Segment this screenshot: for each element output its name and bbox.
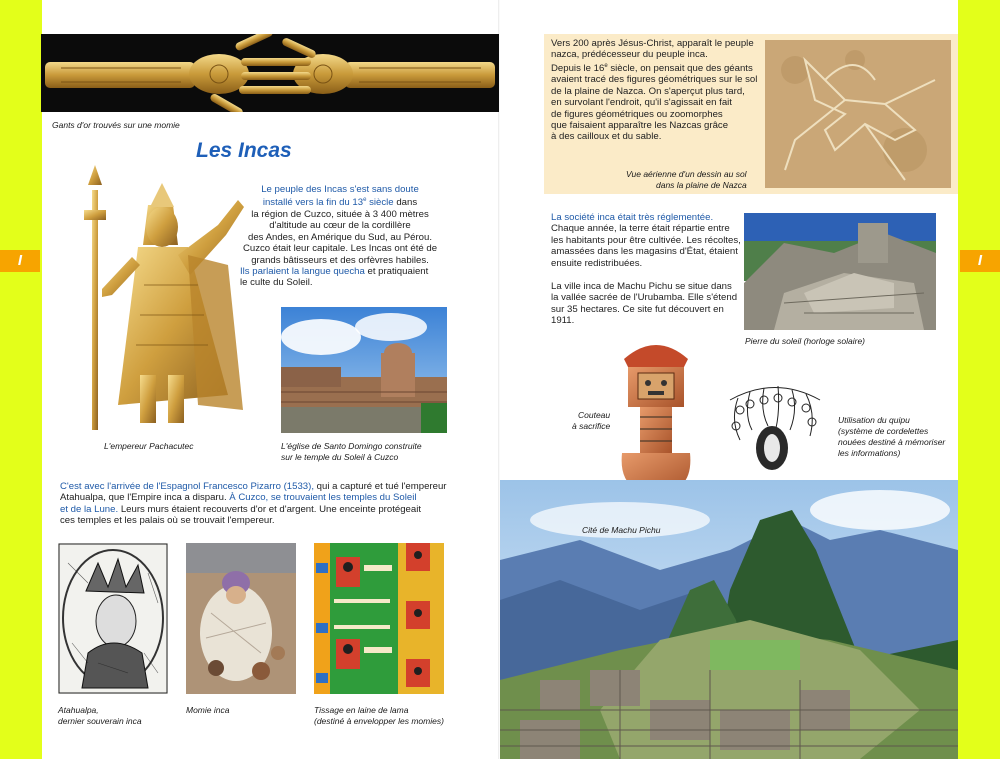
- society-line: ensuite redistribuées.: [551, 257, 643, 269]
- pizarro-paragraph: [60, 481, 490, 527]
- society-line: La ville inca de Machu Pichu se situe dans: [551, 281, 732, 293]
- intro-line: et pratiquaient: [364, 266, 429, 278]
- nazca-line: que faisaient apparaître les Nazcas grâce: [551, 120, 729, 132]
- pizarro-line: À Cuzco, se trouvaient les temples du Soleil: [229, 492, 417, 504]
- sun-stone-image: [744, 213, 936, 330]
- left-tab-marker: I: [0, 250, 40, 272]
- intro-line: Ils parlaient la langue quecha: [240, 266, 365, 278]
- nazca-line: à des cailloux et du sable.: [551, 131, 662, 143]
- nazca-line: avaient tracé des figures géométriques sur le sol: [551, 74, 758, 86]
- church-caption-2: sur le temple du Soleil à Cuzco: [281, 452, 399, 462]
- superscript: e: [604, 62, 608, 69]
- knife-caption-1: Couteau: [578, 410, 611, 420]
- society-line: la vallée sacrée de l'Urubamba. Elle s'étend: [551, 292, 738, 304]
- knife-caption-2: à sacrifice: [572, 421, 611, 431]
- machu-pichu-image: [500, 480, 958, 759]
- nazca-caption-1: Vue aérienne d'un dessin au sol: [626, 169, 747, 179]
- society-line: La société inca était très réglementée.: [551, 212, 714, 223]
- intro-paragraph: [240, 184, 440, 289]
- superscript: e: [363, 197, 367, 204]
- machu-caption: Cité de Machu Pichu: [582, 525, 661, 535]
- pizarro-line: Leurs murs étaient recouverts d'or et d'argent. Une enceinte protégeait: [118, 503, 421, 515]
- intro-line: le culte du Soleil.: [240, 277, 313, 289]
- quipu-caption-1: Utilisation du quipu: [838, 415, 910, 425]
- nazca-line: de figures géométriques ou zoomorphes: [551, 108, 723, 120]
- quipu-drawing-image: [720, 370, 830, 475]
- atahualpa-caption-2: dernier souverain inca: [58, 716, 142, 726]
- society-line: sur 35 hectares. Ce site fut découvert en 1911.: [551, 303, 724, 327]
- golden-gloves-image: [41, 34, 499, 112]
- nazca-line: Depuis le 16: [551, 63, 605, 74]
- nazca-line: en survolant l'endroit, qu'il s'agissait en fait: [551, 97, 732, 109]
- quipu-caption-4: les informations): [838, 448, 901, 458]
- lama-wool-textile-image: [314, 543, 444, 694]
- tumi-knife-image: [614, 337, 698, 493]
- church-caption-1: L'église de Santo Domingo construite: [281, 441, 422, 451]
- santo-domingo-church-image: [281, 307, 447, 433]
- inca-mummy-image: [186, 543, 296, 694]
- nazca-line: Vers 200 après Jésus-Christ, apparaît le peuple: [551, 38, 754, 49]
- nazca-aerial-image: [765, 40, 951, 188]
- gloves-caption: Gants d'or trouvés sur une momie: [52, 120, 180, 130]
- intro-line: des Andes, en Amérique du Sud, au Pérou.: [247, 231, 432, 243]
- nazca-paragraph: [551, 38, 761, 143]
- pachacutec-statue-image: [78, 165, 248, 435]
- nazca-caption-2: dans la plaine de Nazca: [656, 180, 747, 190]
- nazca-line: de la plaine de Nazca. On s'aperçut plus tard,: [551, 85, 745, 97]
- right-border: [958, 0, 1000, 759]
- intro-line: Cuzco était leur capitale. Les Incas ont été de: [242, 243, 438, 255]
- intro-line: grands bâtisseurs et des orfèvres habiles.: [251, 254, 429, 266]
- atahualpa-caption-1: Atahualpa,: [58, 705, 99, 715]
- intro-line: Le peuple des Incas s'est sans doute: [261, 184, 419, 195]
- pizarro-line: et de la Lune.: [60, 503, 119, 515]
- atahualpa-engraving-image: [58, 543, 168, 694]
- society-line: amassées dans les magasins d'État, étaient: [551, 246, 738, 258]
- mummy-caption: Momie inca: [186, 705, 230, 715]
- quipu-caption-3: nouées destiné à mémoriser: [838, 437, 946, 447]
- society-line: les habitants pour être cultivée. Les récoltes,: [551, 234, 741, 246]
- statue-caption: L'empereur Pachacutec: [104, 441, 194, 451]
- textile-caption-1: Tissage en laine de lama: [314, 705, 409, 715]
- quipu-caption-2: (système de cordelettes: [838, 426, 929, 436]
- intro-line: dans: [393, 197, 418, 209]
- pizarro-line: qui a capturé et tué l'empereur: [313, 481, 447, 492]
- pizarro-line: ces temples et les palais où se trouvait l'empereur.: [60, 515, 275, 527]
- society-line: Chaque année, la terre était répartie entre: [551, 223, 730, 235]
- page-title: Les Incas: [196, 139, 292, 162]
- stone-caption: Pierre du soleil (horloge solaire): [745, 336, 866, 346]
- society-paragraph: [551, 212, 741, 327]
- intro-line: installé vers la fin du 13: [262, 197, 364, 209]
- intro-line: d'altitude au cœur de la cordillère: [269, 220, 411, 232]
- right-tab-marker: I: [960, 250, 1000, 272]
- left-border: [0, 0, 42, 759]
- pizarro-line: Atahualpa, que l'Empire inca a disparu.: [60, 492, 230, 504]
- textile-caption-2: (destiné à envelopper les momies): [314, 716, 444, 726]
- nazca-line: nazca, prédécesseur du peuple inca.: [551, 49, 708, 61]
- nazca-line: siècle, on pensait que des géants: [607, 63, 753, 74]
- pizarro-line: C'est avec l'arrivée de l'Espagnol Francesco Pizarro (1533),: [60, 481, 314, 492]
- intro-line: siècle: [366, 197, 394, 209]
- intro-line: la région de Cuzco, située à 3 400 mètres: [251, 209, 429, 220]
